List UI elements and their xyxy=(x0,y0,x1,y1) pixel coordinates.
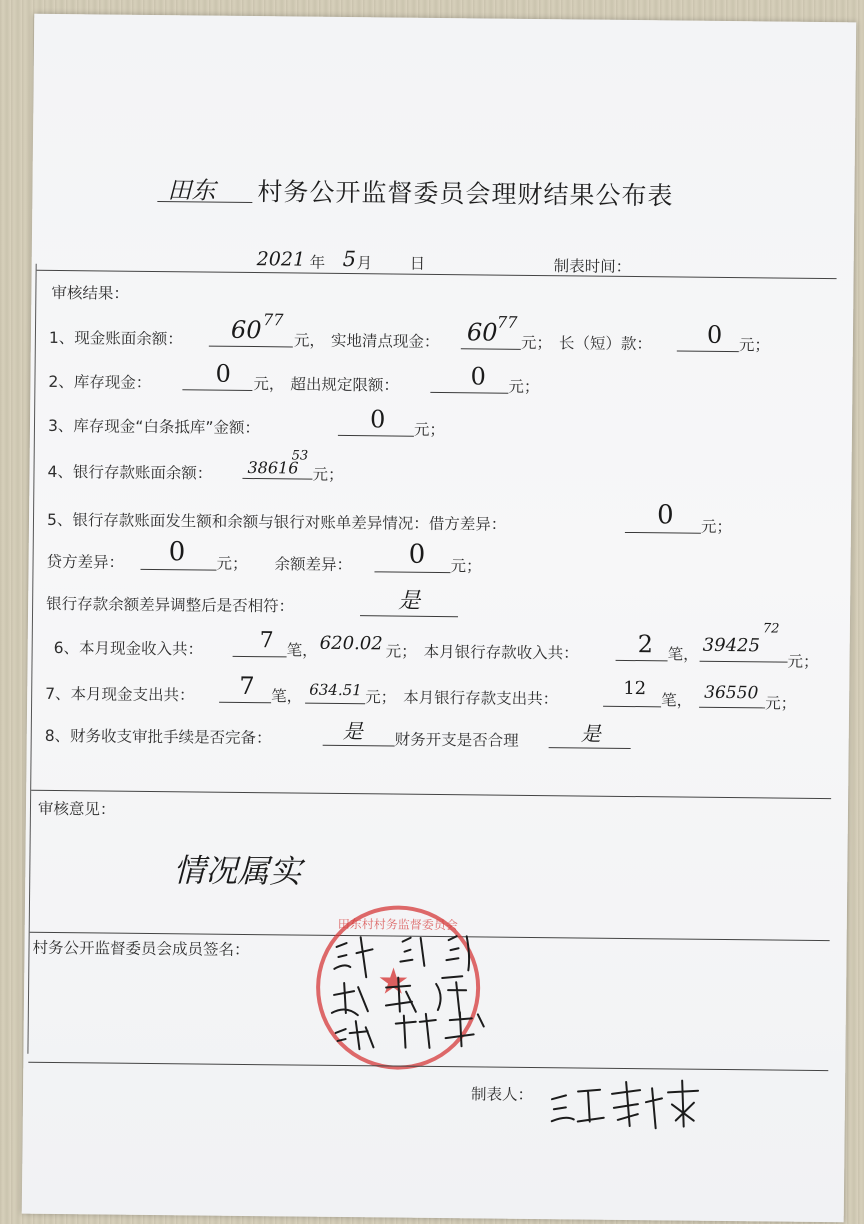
item6-count-unit: 笔， xyxy=(286,641,318,660)
item1-unit: 元， xyxy=(293,331,326,350)
item7-amount: 634.51 xyxy=(309,680,362,700)
item5-label: 5、银行存款账面发生额和余额与银行对账单差异情况：借方差异： xyxy=(46,510,507,534)
item1-unit2: 元； xyxy=(520,333,552,353)
preparer-signature xyxy=(548,1073,709,1135)
item5-match-underline xyxy=(360,615,458,617)
item2-underline2 xyxy=(430,392,508,394)
item7-count-unit: 笔， xyxy=(271,687,303,706)
item8-label: 8、财务收支审批手续是否完备： xyxy=(44,726,272,748)
item6-count2-unit: 笔， xyxy=(667,645,699,664)
seal-star-icon: ★ xyxy=(376,961,410,1003)
year-label: 年 xyxy=(309,253,326,272)
item1-value3: 0 xyxy=(706,320,723,349)
item2-unit2: 元； xyxy=(508,377,540,397)
item1-value2-cents: 77 xyxy=(497,312,518,332)
form-sheet xyxy=(22,14,857,1223)
item1-value: 60 xyxy=(230,315,262,345)
item1-label: 1、现金账面余额： xyxy=(48,328,183,349)
item5-balance-unit: 元； xyxy=(450,557,482,576)
made-time-label: 制表时间： xyxy=(553,257,632,276)
item8-value: 是 xyxy=(342,718,363,744)
day-label: 日 xyxy=(409,254,426,273)
item7-amount2-unit: 元； xyxy=(765,694,797,713)
seal-text: 田东村村务监督委员会 xyxy=(337,916,458,933)
item7-count2-unit: 笔， xyxy=(661,691,693,710)
item3-label: 3、库存现金“白条抵库”金额： xyxy=(47,416,261,438)
item5-match-label: 银行存款余额差异调整后是否相符： xyxy=(46,594,295,616)
review-heading: 审核结果： xyxy=(51,283,129,303)
month-label: 月 xyxy=(356,254,373,273)
item6-count-underline xyxy=(233,656,287,658)
item6-amount-unit: 元； xyxy=(385,642,417,661)
item6-count2: 2 xyxy=(637,630,654,659)
item2-label2: 超出规定限额： xyxy=(290,375,400,395)
item1-underline2 xyxy=(461,348,521,350)
opinion-heading: 审核意见： xyxy=(37,799,116,819)
page-title: 村务公开监督委员会理财结果公布表 xyxy=(257,177,674,211)
item5-balance-label: 余额差异： xyxy=(274,555,353,575)
opinion-value: 情况属实 xyxy=(173,851,302,891)
item2-value2: 0 xyxy=(470,362,486,391)
month-value: 5 xyxy=(342,246,357,272)
item1-unit3: 元； xyxy=(738,336,770,355)
item6-amount2-underline xyxy=(700,661,788,663)
item6-label2: 本月银行存款收入共： xyxy=(423,642,579,663)
item5-credit-unit: 元； xyxy=(216,554,248,573)
item7-amount2-underline xyxy=(699,707,765,709)
item6-count: 7 xyxy=(259,628,274,654)
item6-label: 6、本月现金收入共： xyxy=(53,638,204,659)
item4-underline xyxy=(242,478,312,480)
divider-top xyxy=(37,270,837,279)
item7-amount2: 36550 xyxy=(704,682,759,704)
item7-amount-underline xyxy=(305,703,365,705)
item4-unit: 元； xyxy=(312,465,344,484)
members-heading: 村务公开监督委员会成员签名： xyxy=(32,938,250,960)
item4-label: 4、银行存款账面余额： xyxy=(47,462,213,483)
item3-underline xyxy=(338,435,414,437)
item2-value: 0 xyxy=(215,359,231,388)
item4-value-cents: 53 xyxy=(291,448,309,464)
divider-review xyxy=(31,790,831,799)
item5-credit-label: 贷方差异： xyxy=(46,552,125,572)
item7-count2: 12 xyxy=(623,677,647,700)
item8-label2: 财务开支是否合理 xyxy=(394,730,519,750)
item1-value2: 60 xyxy=(466,318,498,347)
item5-match-value: 是 xyxy=(398,588,421,614)
item6-amount2: 39425 xyxy=(702,634,761,657)
item5-balance-value: 0 xyxy=(408,539,426,570)
item4-value: 38616 xyxy=(247,457,299,478)
item5-credit-value: 0 xyxy=(168,537,186,568)
preparer-label: 制表人： xyxy=(470,1085,534,1105)
item2-label: 2、库存现金： xyxy=(48,372,152,392)
item6-amount2-cents: 72 xyxy=(762,621,780,637)
item7-amount-unit: 元； xyxy=(365,688,397,707)
year-value: 2021 xyxy=(256,248,306,271)
item7-label2: 本月银行存款支出共： xyxy=(403,688,559,709)
item8-underline2 xyxy=(549,747,631,749)
item5-debit-underline-line xyxy=(625,532,701,534)
item6-count2-underline xyxy=(616,660,668,662)
item6-amount: 620.02 xyxy=(319,632,383,655)
item5-credit-underline xyxy=(140,569,216,571)
item8-underline xyxy=(323,745,395,747)
item1-label2: 实地清点现金： xyxy=(330,331,440,351)
member-signatures xyxy=(315,917,496,1059)
village-name-handwritten: 田东 xyxy=(167,176,216,205)
item7-count: 7 xyxy=(239,671,255,701)
item3-value: 0 xyxy=(369,405,386,434)
item3-unit: 元； xyxy=(413,420,446,440)
item1-underline3 xyxy=(677,350,739,352)
item1-underline xyxy=(209,346,293,348)
item8-value2: 是 xyxy=(580,721,601,746)
item5-balance-underline xyxy=(374,571,450,573)
item7-label: 7、本月现金支出共： xyxy=(45,684,195,705)
item5-debit-value: 0 xyxy=(656,500,674,531)
item7-count2-underline xyxy=(603,706,661,708)
item1-label3: 长（短）款： xyxy=(558,334,652,354)
item1-value-cents: 77 xyxy=(263,310,284,330)
item7-count-underline xyxy=(219,702,271,704)
item2-underline xyxy=(182,389,252,391)
item2-unit: 元， xyxy=(253,375,285,394)
item6-amount2-unit: 元； xyxy=(787,652,819,671)
item5-debit-unit: 元； xyxy=(700,517,733,537)
